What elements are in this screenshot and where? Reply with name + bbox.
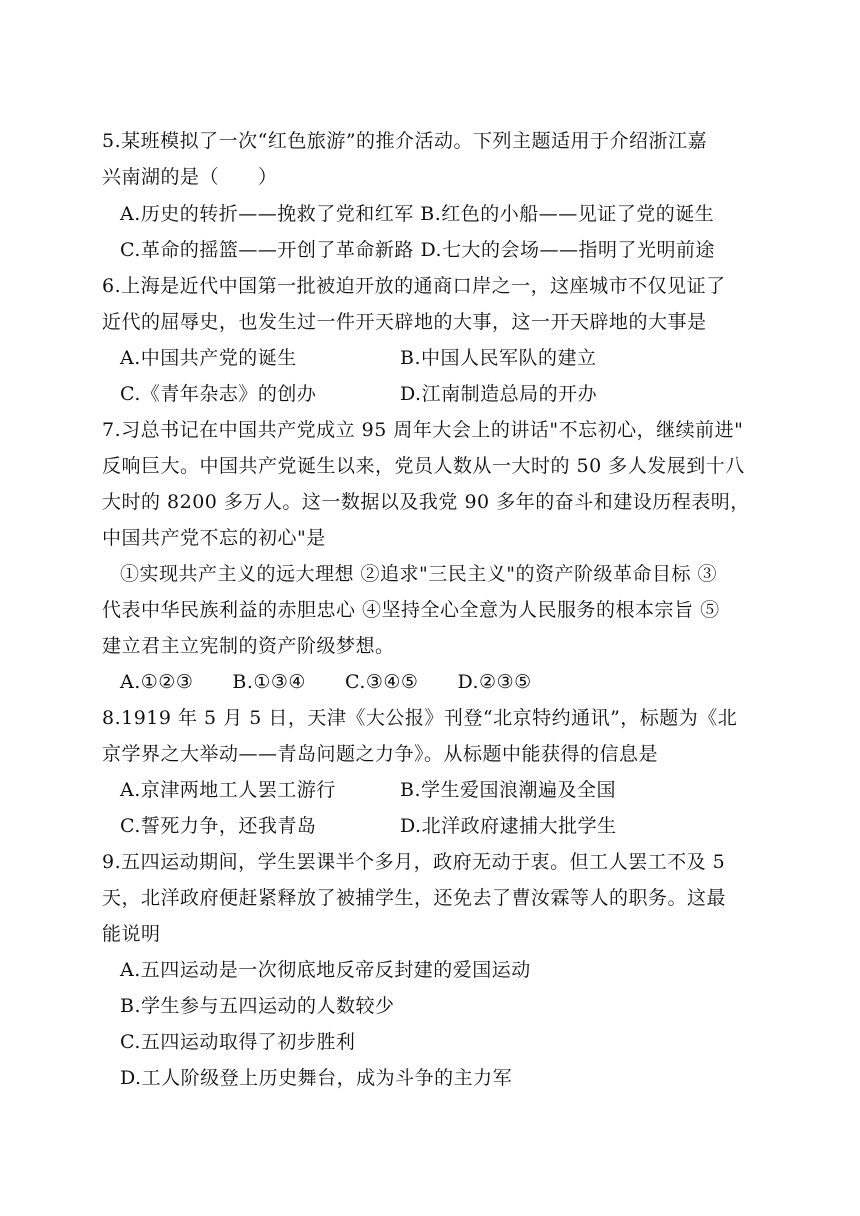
question-6-stem-line-1: 6.上海是近代中国第一批被迫开放的通商口岸之一，这座城市不仅见证了 <box>102 275 726 297</box>
question-6-stem-line-2: 近代的屈辱史，也发生过一件开天辟地的大事，这一开天辟地的大事是 <box>102 311 707 333</box>
question-7-items-line-3: 建立君主立宪制的资产阶级梦想。 <box>102 635 395 657</box>
question-8-option-c: C.誓死力争，还我青岛 <box>120 815 317 837</box>
question-9-option-b: B.学生参与五四运动的人数较少 <box>120 995 395 1017</box>
question-9-stem-line-2: 天，北洋政府便赶紧释放了被捕学生，还免去了曹汝霖等人的职务。这最 <box>102 887 727 909</box>
question-5-stem-line-2: 兴南湖的是（ ） <box>102 166 278 188</box>
question-8-option-a: A.京津两地工人罢工游行 <box>120 779 336 801</box>
question-7-items-line-2: 代表中华民族利益的赤胆忠心 ④坚持全心全意为人民服务的根本宗旨 ⑤ <box>102 599 720 621</box>
question-8-option-b: B.学生爱国浪潮遍及全国 <box>400 779 617 801</box>
question-5-stem-line-1: 5.某班模拟了一次“红色旅游”的推介活动。下列主题适用于介绍浙江嘉 <box>102 130 708 152</box>
question-9-option-d: D.工人阶级登上历史舞台，成为斗争的主力军 <box>120 1067 513 1089</box>
question-8-option-d: D.北洋政府逮捕大批学生 <box>400 815 617 837</box>
question-7-stem-line-4: 中国共产党不忘的初心"是 <box>102 527 326 549</box>
question-7-stem-line-3: 大时的 8200 多万人。这一数据以及我党 90 多年的奋斗和建设历程表明， <box>102 491 750 513</box>
question-6-option-b: B.中国人民军队的建立 <box>400 347 597 369</box>
question-5-options-line-1: A.历史的转折——挽救了党和红军 B.红色的小船——见证了党的诞生 <box>120 203 715 225</box>
question-7-stem-line-2: 反响巨大。中国共产党诞生以来，党员人数从一大时的 50 多人发展到十八 <box>102 455 745 477</box>
question-5-options-line-2: C.革命的摇篮——开创了革命新路 D.七大的会场——指明了光明前途 <box>120 239 716 261</box>
question-9-stem-line-3: 能说明 <box>102 923 161 945</box>
question-6-option-d: D.江南制造总局的开办 <box>400 383 598 405</box>
question-9-option-a: A.五四运动是一次彻底地反帝反封建的爱国运动 <box>120 959 531 981</box>
question-6-option-a: A.中国共产党的诞生 <box>120 347 297 369</box>
question-7-items-line-1: ①实现共产主义的远大理想 ②追求"三民主义"的资产阶级革命目标 ③ <box>120 563 718 585</box>
question-8-stem-line-2: 京学界之大举动——青岛问题之力争》。从标题中能获得的信息是 <box>102 743 659 765</box>
question-7-stem-line-1: 7.习总书记在中国共产党成立 95 周年大会上的讲话"不忘初心，继续前进" <box>102 419 744 441</box>
question-9-stem-line-1: 9.五四运动期间，学生罢课半个多月，政府无动于衷。但工人罢工不及 5 <box>102 851 726 873</box>
question-9-option-c: C.五四运动取得了初步胜利 <box>120 1031 356 1053</box>
question-8-stem-line-1: 8.1919 年 5 月 5 日，天津《大公报》刊登“北京特约通讯”，标题为《北 <box>102 707 738 729</box>
question-6-option-c: C.《青年杂志》的创办 <box>120 383 317 405</box>
question-7-options: A.①②③ B.①③④ C.③④⑤ D.②③⑤ <box>120 671 532 693</box>
